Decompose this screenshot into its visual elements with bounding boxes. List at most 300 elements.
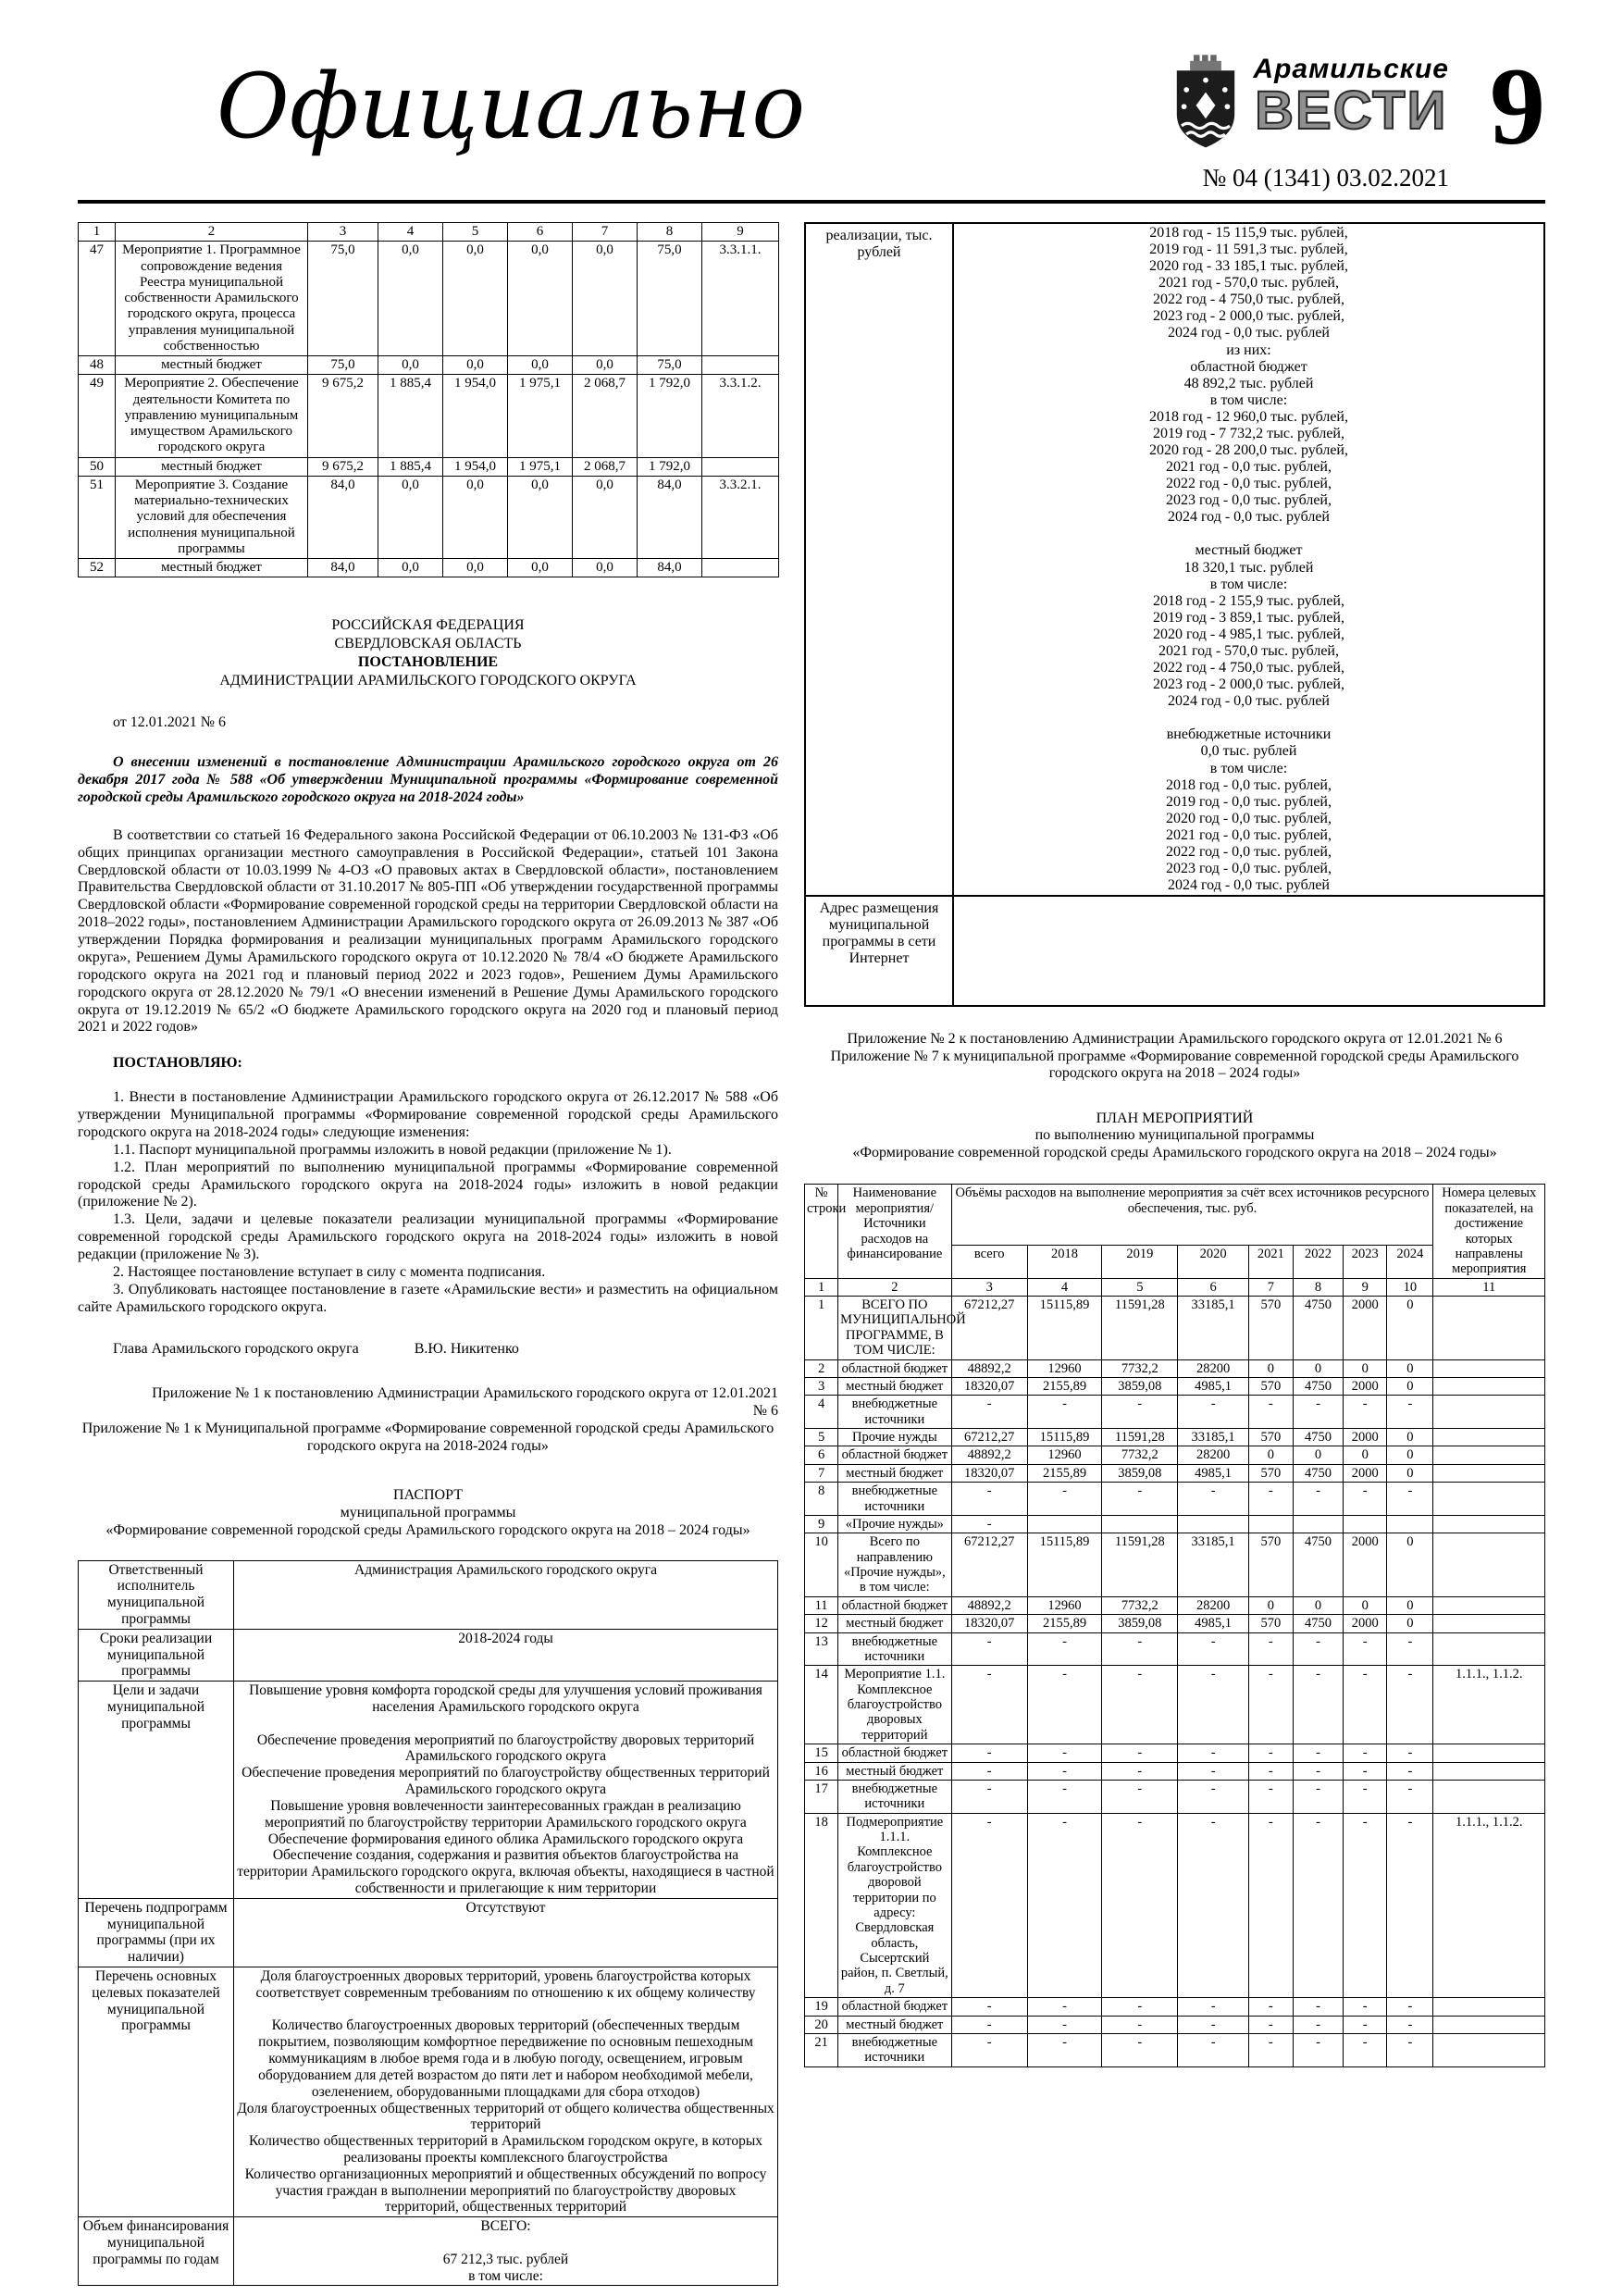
amount-2021: 0 [1248,1359,1293,1377]
table-row [805,896,1544,1006]
measure-name: внебюджетные источники [838,1632,951,1666]
passport-cell-line: 2018-2024 годы [458,1630,553,1646]
plan-numbers-row [805,1278,1545,1296]
measure-name: местный бюджет [838,1762,951,1780]
measure-name: «Прочие нужды» [838,1515,951,1533]
target-indicator [1433,1780,1545,1813]
financing-line: 2020 год - 28 200,0 тыс. рублей, [1149,442,1348,459]
amount-2023: 2000 [1344,1297,1387,1360]
amount-2019: - [1102,1813,1178,1998]
row-number: 16 [805,1762,838,1780]
financing-line: 2023 год - 2 000,0 тыс. рублей, [1153,308,1344,325]
amount-total: 18320,07 [951,1377,1027,1395]
target-indicator [1433,1359,1545,1377]
paper-name-bottom: ВЕСТИ [1255,81,1448,141]
amount-total: 84,0 [308,476,378,558]
column-number-cell: 8 [1293,1278,1343,1296]
amount-2022: 4750 [1293,1533,1343,1597]
measure-name: внебюджетные источники [838,1780,951,1813]
row-number: 20 [805,2016,838,2033]
section-title: Официально [217,55,806,158]
amount-2020: - [1178,1780,1248,1813]
signature-title: Глава Арамильского городского округа [113,1340,359,1357]
row-number: 47 [79,242,116,356]
internet-address-label: Адрес размещения муниципальной программы в сети Интернет [805,896,953,1006]
amount-2018: - [1027,1762,1101,1780]
issue-number: № 04 (1341) 03.02.2021 [1202,164,1449,192]
column-number-cell: 2 [838,1278,951,1296]
column-number-cell: 3 [951,1278,1027,1296]
heading-region: СВЕРДЛОВСКАЯ ОБЛАСТЬ [334,636,522,652]
year-header-cell: всего [951,1246,1027,1279]
appendix1-program-reference: Приложение № 1 к Муниципальной программе «Формирование современной городской среды Арамильского городского округа на 2018-2024 годы» [81,1421,774,1454]
passport-cell-line: Доля благоустроенных дворовых территорий, уровень благоустройства которых соответствует современным требованиям по отношению к их общему количеству [255,1968,756,2001]
resolution-heading [78,616,778,690]
target-indicator [1433,1446,1545,1464]
column-number-cell: 6 [508,223,573,242]
amount-2018: 12960 [1027,1596,1101,1614]
financing-line: 2019 год - 0,0 тыс. рублей, [1166,793,1332,810]
amount-2022: 0 [1293,1359,1343,1377]
amount-2018: - [1027,1396,1101,1429]
amount-2021: - [1248,1780,1293,1813]
amount-2020: 4985,1 [1178,1615,1248,1632]
amount-2021: - [1248,1744,1293,1762]
amount-2018: - [1027,1744,1101,1762]
passport-cell-line: Количество организационных мероприятий и общественных обсуждений по вопросу участия граждан в выполнении мероприятий по благоустройству дворовых территорий, общественных территорий [244,2166,767,2215]
amount-2019 [1102,1515,1178,1533]
financing-line: 2023 год - 2 000,0 тыс. рублей, [1153,676,1344,693]
passport-cell-line: Администрация Арамильского городского округа [354,1561,657,1578]
heading-authority: АДМИНИСТРАЦИИ АРАМИЛЬСКОГО ГОРОДСКОГО ОКРУГА [219,673,637,689]
amount-2021: 0,0 [573,476,638,558]
amount-total: - [951,2016,1027,2033]
passport-row-label: Ответственный исполнитель муниципальной программы [79,1560,234,1629]
passport-row-label: Перечень подпрограмм муниципальной программы (при их наличии) [79,1898,234,1967]
measure-name: местный бюджет [116,356,308,375]
amount-total: - [951,2033,1027,2066]
amount-2018: 15115,89 [1027,1297,1101,1360]
resolution-intro: В соответствии со статьей 16 Федерального закона Российской Федерации от 06.10.2003 № 131-ФЗ «Об общих принципах организации местного самоуправления в Российской Федерации», статьей 101 Закона Свердловской области от 10.03.1999 № 4-ОЗ «О правовых актах в Свердловской области», постановлением Правительства Свердловской области от 31.10.2017 № 805-ПП «Об утверждении государственной программы Свердловской области «Формирование современной городской среды на территории Свердловской области на 2018–2022 годы», постановлением Администрации Арамильского городского округа от 26.09.2013 № 387 «Об утверждении Порядка формирования и реализации муниципальных программ Арамильского городского округа», Решением Думы Арамильского городского округа от 10.12.2020 № 78/4 «О бюджете Арамильского городского округа на 2021 год и плановый период 2022 и 2023 годов», Решением Думы Арамильского городского округа от 28.12.2020 № 79/1 «О внесении изменений в Решение Думы Арамильского городского округа от 19.12.2019 № 65/2 «О бюджете Арамильского городского округа на 2020 год и плановый период 2021 и 2022 годов» [78,826,778,1036]
amount-2023: - [1344,1396,1387,1429]
resolution-subject: О внесении изменений в постановление Администрации Арамильского городского округа от 26 декабря 2017 года № 588 «Об утверждении Муниципальной программы «Формирование современной городской среды Арамильского городского округа на 2018-2024 годы» [78,754,778,805]
amount-2021: - [1248,1396,1293,1429]
amount-2020: 33185,1 [1178,1429,1248,1446]
table-row [805,1377,1545,1395]
financing-line: 18 320,1 тыс. рублей [1183,559,1314,576]
amount-total: 9 675,2 [308,457,378,476]
amount-2019: 11591,28 [1102,1297,1178,1360]
amount-2019: 0,0 [443,356,508,375]
passport-heading [78,1487,778,1540]
table-row [805,1596,1545,1614]
passport-cell-line [237,2235,774,2252]
table-row [79,457,779,476]
financing-line: местный бюджет [1195,542,1303,559]
column-number-cell: 3 [308,223,378,242]
resolution-item: 3. Опубликовать настоящее постановление в газете «Арамильские вести» и разместить на официальном сайте Арамильского городского округа. [78,1281,778,1315]
amount-2020: - [1178,1762,1248,1780]
amount-2021: 0 [1248,1596,1293,1614]
passport-program-name: «Формирование современной городской среды Арамильского городского округа на 2018 – 2024 годы» [105,1521,750,1538]
amount-2021: 0,0 [573,242,638,356]
column-number-cell: 2 [116,223,308,242]
table-row [805,2016,1545,2033]
target-indicator [1433,1615,1545,1632]
amount-total: - [951,1632,1027,1666]
appendix2-reference: Приложение № 2 к постановлению Администрации Арамильского городского округа от 12.01.2021 № 6 [847,1031,1503,1048]
target-indicator: 3.3.1.2. [702,375,779,457]
financing-line: 2024 год - 0,0 тыс. рублей [1168,509,1330,526]
amount-2020: 1 975,1 [508,457,573,476]
financing-line: в том числе: [1209,760,1288,776]
passport-table [78,1560,778,2287]
table-row [805,223,1544,896]
table-row [805,1780,1545,1813]
amount-2022: 1 792,0 [638,375,702,457]
row-number: 21 [805,2033,838,2066]
financing-line: 2018 год - 2 155,9 тыс. рублей, [1153,592,1344,609]
table-row [805,1396,1545,1429]
table-row [805,1464,1545,1482]
target-indicator: 3.3.2.1. [702,476,779,558]
masthead [78,28,1545,198]
amount-2019: 1 954,0 [443,375,508,457]
target-indicator [1433,2033,1545,2066]
amount-2019: 11591,28 [1102,1533,1178,1597]
amount-2018: - [1027,1483,1101,1516]
amount-2021: 570 [1248,1464,1293,1482]
amount-2019: - [1102,1666,1178,1744]
amount-2024: - [1387,2033,1433,2066]
amount-2024: - [1387,1483,1433,1516]
passport-cell-line: 67 212,3 тыс. рублей [442,2251,569,2267]
year-header-cell: 2024 [1387,1246,1433,1279]
passport-subtitle: муниципальной программы [340,1504,516,1520]
year-header-cell: 2023 [1344,1246,1387,1279]
amount-2022: 75,0 [638,356,702,375]
amount-2020: 0,0 [508,476,573,558]
amount-total: - [951,1813,1027,1998]
row-number: 50 [79,457,116,476]
row-number: 4 [805,1396,838,1429]
financing-line: 2024 год - 0,0 тыс. рублей [1168,693,1330,710]
amount-2022: - [1293,1762,1343,1780]
amount-total: 48892,2 [951,1596,1027,1614]
financing-line [957,710,1541,726]
target-indicator [1433,1998,1545,2016]
measure-name: Мероприятие 1.1. Комплексное благоустройство дворовых территорий [838,1666,951,1744]
amount-2022 [1293,1515,1343,1533]
resolution-item: 1.1. Паспорт муниципальной программы изложить в новой редакции (приложение № 1). [113,1141,672,1158]
financing-line: 2019 год - 7 732,2 тыс. рублей, [1153,425,1344,441]
amount-2021: - [1248,1483,1293,1516]
column-number-cell: 10 [1387,1278,1433,1296]
amount-2023: - [1344,1998,1387,2016]
row-number: 13 [805,1632,838,1666]
measure-name: местный бюджет [116,457,308,476]
measure-name: Подмероприятие 1.1.1. Комплексное благоустройство дворовой территории по адресу: Свердловская область, Сысертский район, п. Светлый, д. 7 [838,1813,951,1998]
year-header-cell: 2022 [1293,1246,1343,1279]
financing-line: 2018 год - 15 115,9 тыс. рублей, [1149,225,1348,241]
passport-cell-line [237,1716,774,1732]
amount-total: - [951,1666,1027,1744]
amount-total: - [951,1780,1027,1813]
target-indicator [1433,1377,1545,1395]
table-row [805,1632,1545,1666]
page-number: 9 [1490,44,1545,168]
financing-line: 2021 год - 0,0 тыс. рублей, [1166,459,1332,476]
year-header-cell: 2018 [1027,1246,1101,1279]
table-row [805,1429,1545,1446]
amount-2023: 2000 [1344,1615,1387,1632]
table-row [79,1967,778,2217]
amount-2021: 0,0 [573,356,638,375]
amount-2023: 2000 [1344,1377,1387,1395]
table-row [79,375,779,457]
target-indicator [1433,1632,1545,1666]
amount-2024: - [1387,1762,1433,1780]
signature-name: В.Ю. Никитенко [414,1340,519,1357]
amount-2020: 28200 [1178,1596,1248,1614]
financing-line: 2019 год - 11 591,3 тыс. рублей, [1149,242,1348,258]
amount-2022: 0 [1293,1446,1343,1464]
amount-2019: 0,0 [443,242,508,356]
amount-2021: 2 068,7 [573,375,638,457]
amount-2018: 0,0 [378,242,443,356]
table-row [79,476,779,558]
amount-2022: - [1293,1780,1343,1813]
masthead-rule [78,200,1545,204]
measure-name: ВСЕГО ПО МУНИЦИПАЛЬНОЙ ПРОГРАММЕ, В ТОМ ЧИСЛЕ: [838,1297,951,1360]
measure-name: областной бюджет [838,1998,951,2016]
passport-cell-line: в том числе: [468,2267,543,2284]
amount-2024: 0 [1387,1596,1433,1614]
passport-row-label: Перечень основных целевых показателей муниципальной программы [79,1967,234,2217]
passport-cell-line: Повышение уровня комфорта городской среды для улучшения условий проживания населения Арамильского городского округа [249,1682,762,1715]
amount-total: - [951,1515,1027,1533]
column-number-cell: 8 [638,223,702,242]
amount-total: 9 675,2 [308,375,378,457]
amount-2024: 0 [1387,1615,1433,1632]
amount-2021: - [1248,1762,1293,1780]
amount-total: 75,0 [308,242,378,356]
row-number: 18 [805,1813,838,1998]
amount-2021: 2 068,7 [573,457,638,476]
budget-expenses-table [78,222,779,577]
row-number: 15 [805,1744,838,1762]
amount-2023: - [1344,1632,1387,1666]
plan-col2-header: Наименование мероприятия/ Источники расходов на финансирование [838,1185,951,1278]
year-header-cell: 2021 [1248,1246,1293,1279]
amount-2022: - [1293,1396,1343,1429]
financing-line: 48 892,2 тыс. рублей [1183,375,1314,391]
financing-line: 2019 год - 3 859,1 тыс. рублей, [1153,609,1344,626]
financing-line: 2022 год - 4 750,0 тыс. рублей, [1153,292,1344,308]
measure-name: внебюджетные источники [838,1396,951,1429]
amount-total: 48892,2 [951,1359,1027,1377]
year-header-cell: 2019 [1102,1246,1178,1279]
amount-2022: 84,0 [638,559,702,577]
row-number: 11 [805,1596,838,1614]
amount-2019: - [1102,1396,1178,1429]
amount-2022: 1 792,0 [638,457,702,476]
table-row [79,356,779,375]
amount-2019: 11591,28 [1102,1429,1178,1446]
row-number: 7 [805,1464,838,1482]
amount-2019: - [1102,1998,1178,2016]
measure-name: областной бюджет [838,1596,951,1614]
newspaper-logo [1170,54,1449,192]
financing-line: 2021 год - 570,0 тыс. рублей, [1158,642,1339,659]
appendix2-program-reference: Приложение № 7 к муниципальной программе «Формирование современной городской среды Арамильского городского округа на 2018 – 2024 годы» [830,1048,1519,1082]
passport-cell-line: Количество общественных территорий в Арамильском городском округе, в которых реализованы проекты комплексного благоустройства [248,2133,763,2166]
column-number-cell: 5 [1102,1278,1178,1296]
amount-total: 18320,07 [951,1464,1027,1482]
amount-2020: - [1178,1666,1248,1744]
resolution-date: от 12.01.2021 № 6 [113,714,227,731]
amount-total: 48892,2 [951,1446,1027,1464]
passport-cell-line: Отсутствуют [465,1899,546,1916]
financing-row-label: реализации, тыс. рублей [805,223,953,896]
amount-2019: 7732,2 [1102,1596,1178,1614]
amount-2023: - [1344,1780,1387,1813]
column-number-cell: 11 [1433,1278,1545,1296]
amount-2018: 2155,89 [1027,1464,1101,1482]
measure-name: областной бюджет [838,1359,951,1377]
appendix1-number: № 6 [752,1403,778,1420]
amount-2024: - [1387,1632,1433,1666]
row-number: 6 [805,1446,838,1464]
target-indicator [1433,2016,1545,2033]
financing-line: из них: [1226,341,1271,358]
passport-row-label: Сроки реализации муниципальной программы [79,1629,234,1681]
amount-2022: - [1293,1666,1343,1744]
amount-2018: 12960 [1027,1446,1101,1464]
signature-line [113,1341,778,1359]
appendix2-block [804,1031,1545,1083]
amount-2023: 2000 [1344,1429,1387,1446]
column-number-cell: 1 [79,223,116,242]
target-indicator [702,457,779,476]
amount-2019: 7732,2 [1102,1446,1178,1464]
amount-2019: 3859,08 [1102,1464,1178,1482]
amount-2018: 0,0 [378,476,443,558]
table-row [805,1744,1545,1762]
column-number-cell: 9 [702,223,779,242]
amount-total: 84,0 [308,559,378,577]
amount-2020: - [1178,1744,1248,1762]
table-row [79,559,779,577]
amount-2021 [1248,1515,1293,1533]
measure-name: местный бюджет [838,1464,951,1482]
amount-2018: - [1027,1998,1101,2016]
amount-2020: 1 975,1 [508,375,573,457]
amount-2018: - [1027,1813,1101,1998]
financing-line: 2022 год - 0,0 тыс. рублей, [1166,476,1332,492]
right-column [804,222,1545,2067]
table-row [79,1682,778,1899]
amount-2021: 570 [1248,1297,1293,1360]
amount-2024: - [1387,1813,1433,1998]
table-row [805,1515,1545,1533]
amount-2020: - [1178,1998,1248,2016]
table-row [79,1898,778,1967]
passport-cell-line: Доля благоустроенных общественных территорий от общего количества общественных территорий [237,2100,774,2133]
amount-2019: 3859,08 [1102,1615,1178,1632]
measure-name: местный бюджет [838,1615,951,1632]
target-indicator [1433,1533,1545,1597]
amount-2019: - [1102,1744,1178,1762]
target-indicator [1433,1515,1545,1533]
row-number: 9 [805,1515,838,1533]
table-row [805,1998,1545,2016]
amount-2024: 0 [1387,1429,1433,1446]
row-number: 48 [79,356,116,375]
amount-2019: - [1102,1762,1178,1780]
amount-2024: 0 [1387,1464,1433,1482]
passport-cell-line: Обеспечение создания, содержания и развития объектов благоустройства на территории Арамильского городского округа, включая объекты, находящиеся в частной собственности и прилегающие к ним территории [237,1847,774,1896]
amount-2020: 33185,1 [1178,1533,1248,1597]
amount-2021: 0 [1248,1446,1293,1464]
amount-2020 [1178,1515,1248,1533]
amount-2023: 0 [1344,1596,1387,1614]
amount-2018: - [1027,1780,1101,1813]
plan-header-row [805,1185,1545,1246]
table-row [79,1560,778,1629]
amount-2024: - [1387,1998,1433,2016]
column-number-cell: 4 [378,223,443,242]
measure-name: Прочие нужды [838,1429,951,1446]
financing-line: 2022 год - 0,0 тыс. рублей, [1166,843,1332,860]
measure-name: внебюджетные источники [838,1483,951,1516]
plan-amounts-header: Объёмы расходов на выполнение мероприятия за счёт всех источников ресурсного обеспечения, тыс. руб. [951,1185,1433,1246]
target-indicator [1433,1744,1545,1762]
amount-2024 [1387,1515,1433,1533]
amount-2024: 0 [1387,1446,1433,1464]
amount-total: - [951,1998,1027,2016]
passport-cell-line: Обеспечение проведения мероприятий по благоустройству общественных территорий Арамильского городского округа [242,1765,770,1798]
financing-line: 0,0 тыс. рублей [1200,743,1297,760]
financing-line: 2024 год - 0,0 тыс. рублей [1168,325,1330,341]
measure-name: местный бюджет [116,559,308,577]
column-number-cell: 7 [1248,1278,1293,1296]
table-row [79,242,779,356]
table-row [805,2033,1545,2066]
amount-2021: - [1248,1666,1293,1744]
amount-2024: 0 [1387,1377,1433,1395]
amount-2020: 0,0 [508,559,573,577]
amount-2022: - [1293,1632,1343,1666]
table-row [805,1297,1545,1360]
financing-line: 2021 год - 570,0 тыс. рублей, [1158,275,1339,292]
passport-row-label: Объем финансирования муниципальной программы по годам [79,2217,234,2286]
amount-2024: 0 [1387,1533,1433,1597]
amount-2023: - [1344,1813,1387,1998]
target-indicator [1433,1464,1545,1482]
target-indicator: 1.1.1., 1.1.2. [1433,1813,1545,1998]
measure-name: местный бюджет [838,2016,951,2033]
measure-name: Мероприятие 3. Создание материально-технических условий для обеспечения исполнения муниципальной программы [116,476,308,558]
amount-2019: 3859,08 [1102,1377,1178,1395]
column-number-cell: 1 [805,1278,838,1296]
row-number: 52 [79,559,116,577]
amount-2022: 0 [1293,1596,1343,1614]
amount-2022: 75,0 [638,242,702,356]
amount-2018 [1027,1515,1101,1533]
financing-line: внебюджетные источники [1166,726,1332,743]
amount-2024: - [1387,1780,1433,1813]
